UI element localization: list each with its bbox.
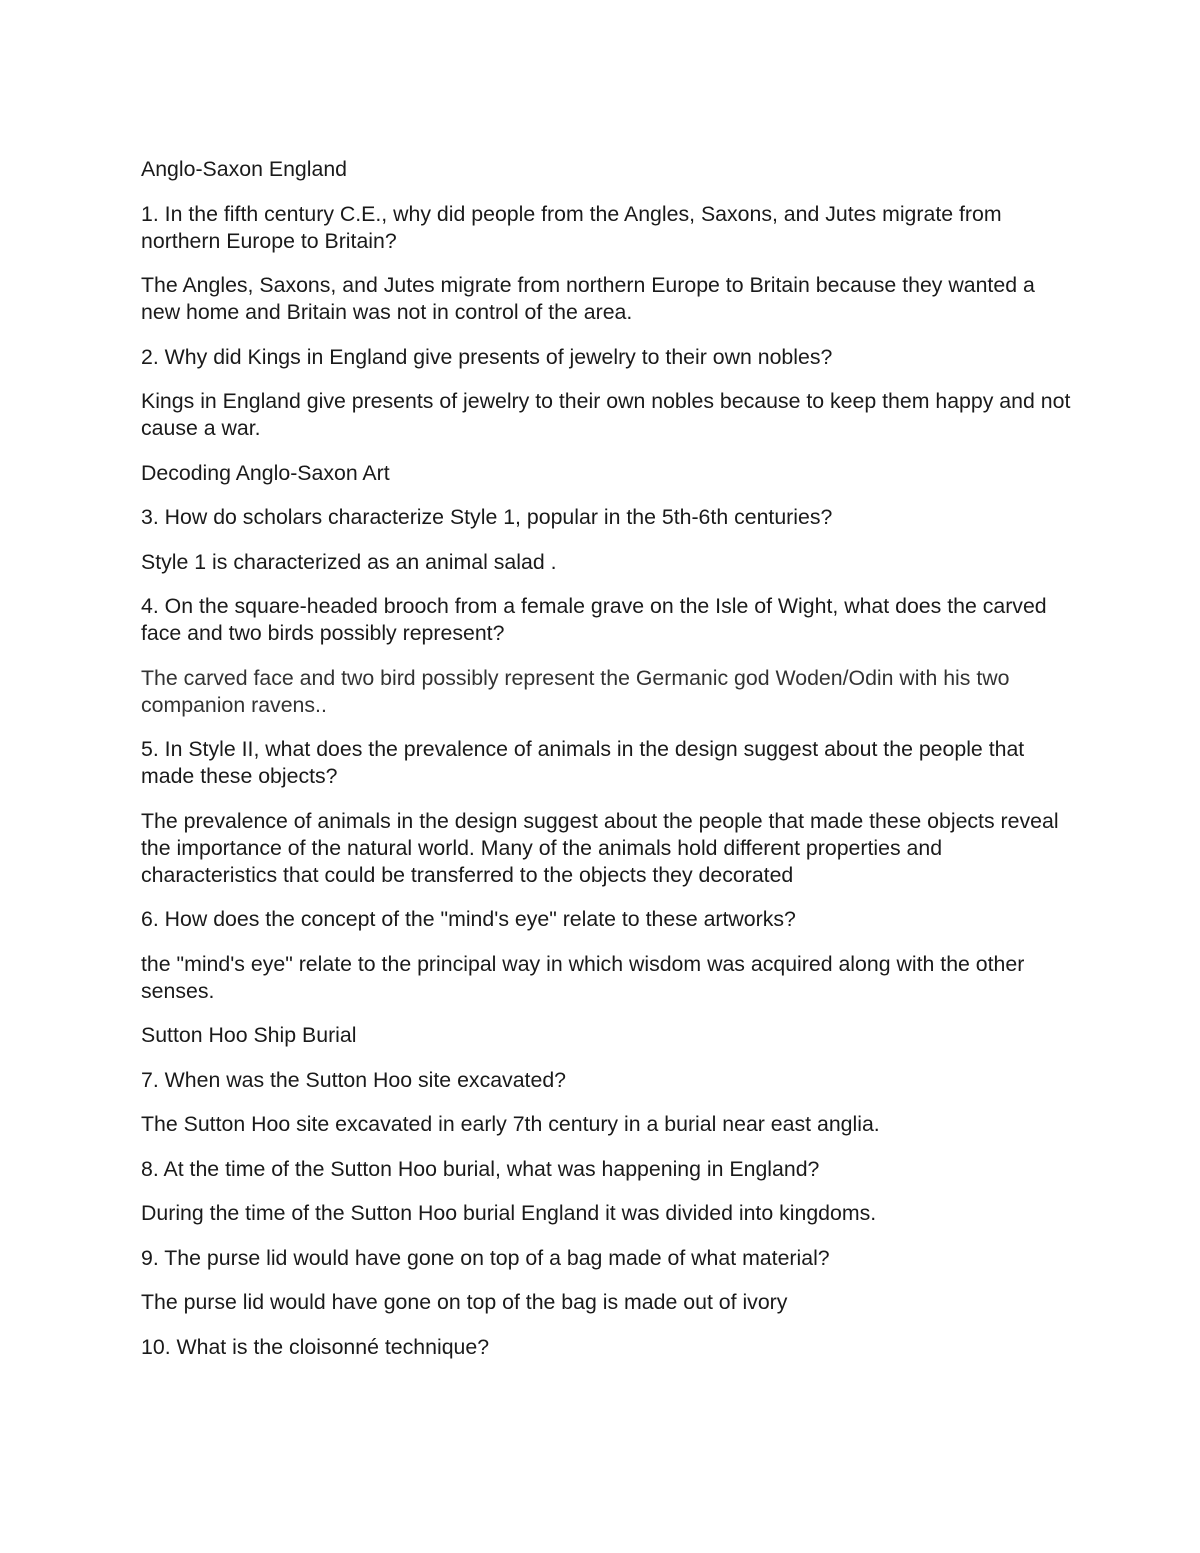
question-10: 10. What is the cloisonné technique?: [141, 1334, 490, 1359]
section-heading-sutton-hoo: Sutton Hoo Ship Burial: [141, 1023, 357, 1047]
answer-2: Kings in England give presents of jewelry to their own nobles because to keep them happy and not cause a war.: [141, 389, 1071, 440]
answer-6: the "mind's eye" relate to the principal way in which wisdom was acquired along with the other senses.: [141, 951, 1025, 1003]
question-9: 9. The purse lid would have gone on top of a bag made of what material?: [141, 1245, 830, 1270]
question-7: 7. When was the Sutton Hoo site excavated?: [141, 1067, 567, 1092]
answer-8: During the time of the Sutton Hoo burial England it was divided into kingdoms.: [141, 1201, 877, 1225]
answer-3: Style 1 is characterized as an animal salad .: [141, 549, 557, 574]
question-5: 5. In Style II, what does the prevalence of animals in the design suggest about the people that made these objects?: [141, 737, 1025, 788]
section-heading-anglo-saxon-england: Anglo-Saxon England: [141, 157, 348, 181]
answer-9: The purse lid would have gone on top of the bag is made out of ivory: [141, 1290, 788, 1314]
answer-5: The prevalence of animals in the design suggest about the people that made these objects reveal the importance of the natural world. Many of the animals hold different properties and characteristics that could be transferred to the objects they decorated: [141, 808, 1059, 887]
question-4: 4. On the square-headed brooch from a female grave on the Isle of Wight, what does the carved face and two birds possibly represent?: [141, 594, 1047, 645]
question-8: 8. At the time of the Sutton Hoo burial, what was happening in England?: [141, 1156, 820, 1181]
question-6: 6. How does the concept of the "mind's eye" relate to these artworks?: [141, 907, 796, 931]
answer-7: The Sutton Hoo site excavated in early 7th century in a burial near east anglia.: [141, 1112, 880, 1136]
question-2: 2. Why did Kings in England give presents of jewelry to their own nobles?: [141, 344, 833, 369]
answer-1: The Angles, Saxons, and Jutes migrate from northern Europe to Britain because they wanted a new home and Britain was not in control of the area.: [141, 273, 1035, 324]
question-3: 3. How do scholars characterize Style 1, popular in the 5th-6th centuries?: [141, 505, 833, 529]
answer-4: The carved face and two bird possibly represent the Germanic god Woden/Odin with his two companion ravens..: [141, 665, 1010, 717]
section-heading-decoding-art: Decoding Anglo-Saxon Art: [141, 460, 390, 485]
question-1: 1. In the fifth century C.E., why did people from the Angles, Saxons, and Jutes migrate from northern Europe to Britain?: [141, 201, 1002, 253]
document-page: [141, 156, 1076, 1378]
